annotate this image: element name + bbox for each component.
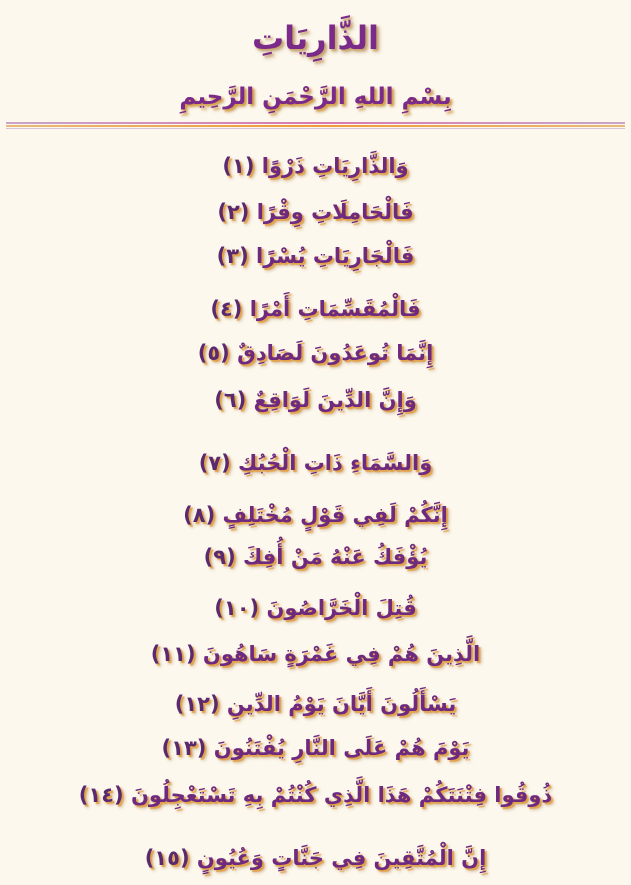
verse-number: (١٣) <box>161 736 207 760</box>
verse-line <box>0 684 631 724</box>
verse-text: فَالْجَارِيَاتِ يُسْرًا <box>256 244 415 268</box>
verse-line <box>0 146 631 186</box>
divider-line <box>6 125 625 127</box>
verse-number: (١٠) <box>214 596 260 620</box>
verse-number: (٧) <box>198 451 231 475</box>
verse-line <box>0 443 631 483</box>
basmala: بِسْمِ اللهِ الرَّحْمَنِ الرَّحِيمِ <box>179 84 452 110</box>
verse-number: (١) <box>222 154 255 178</box>
verse-number: (١٥) <box>144 846 190 870</box>
divider-line <box>6 128 625 129</box>
verse-text: ذُوقُوا فِتْنَتَكُمْ هَذَا الَّذِي كُنْتُمْ بِهِ تَسْتَعْجِلُونَ <box>130 783 553 807</box>
verse-text: فَالْحَامِلَاتِ وِقْرًا <box>256 200 414 224</box>
verse-number: (١٤) <box>78 783 124 807</box>
verse-number: (٣) <box>216 244 249 268</box>
verse-text: وَالسَّمَاءِ ذَاتِ الْحُبُكِ <box>238 451 433 475</box>
verse-number: (٩) <box>203 545 236 569</box>
verse-line <box>0 775 631 815</box>
verse-text: يَوْمَ هُمْ عَلَى النَّارِ يُفْتَنُونَ <box>213 736 470 760</box>
verse-number: (٢) <box>217 200 250 224</box>
verse-number: (٦) <box>214 388 247 412</box>
verse-line <box>0 333 631 373</box>
verse-number: (٥) <box>197 341 230 365</box>
surah-title: الذَّارِيَاتِ <box>251 19 380 57</box>
verse-number: (١١) <box>150 642 196 666</box>
verse-text: يُؤْفَكُ عَنْهُ مَنْ أُفِكَ <box>243 545 428 569</box>
verse-line <box>0 289 631 329</box>
verse-line <box>0 634 631 674</box>
verse-text: إِنَّمَا تُوعَدُونَ لَصَادِقٌ <box>237 341 434 365</box>
verse-line <box>0 192 631 232</box>
verse-text: يَسْأَلُونَ أَيَّانَ يَوْمُ الدِّينِ <box>226 692 457 716</box>
verse-number: (١٢) <box>174 692 220 716</box>
verse-text: قُتِلَ الْخَرَّاصُونَ <box>266 596 417 620</box>
verse-text: إِنَّكُمْ لَفِي قَوْلٍ مُخْتَلِفٍ <box>222 503 448 527</box>
verse-line <box>0 838 631 878</box>
verse-line <box>0 236 631 276</box>
verse-text: وَإِنَّ الدِّينَ لَوَاقِعٌ <box>253 388 417 412</box>
verse-line <box>0 588 631 628</box>
verse-text: فَالْمُقَسِّمَاتِ أَمْرًا <box>249 297 421 321</box>
verse-line <box>0 537 631 577</box>
divider-line <box>6 122 625 124</box>
ornamental-divider <box>6 122 625 130</box>
verse-text: الَّذِينَ هُمْ فِي غَمْرَةٍ سَاهُونَ <box>202 642 481 666</box>
verse-line <box>0 380 631 420</box>
verse-line <box>0 495 631 535</box>
verse-text: وَالذَّارِيَاتِ ذَرْوًا <box>261 154 409 178</box>
verse-text: إِنَّ الْمُتَّقِينَ فِي جَنَّاتٍ وَعُيُونٍ <box>196 846 487 870</box>
verse-number: (٤) <box>210 297 243 321</box>
verse-number: (٨) <box>183 503 216 527</box>
verse-line <box>0 728 631 768</box>
